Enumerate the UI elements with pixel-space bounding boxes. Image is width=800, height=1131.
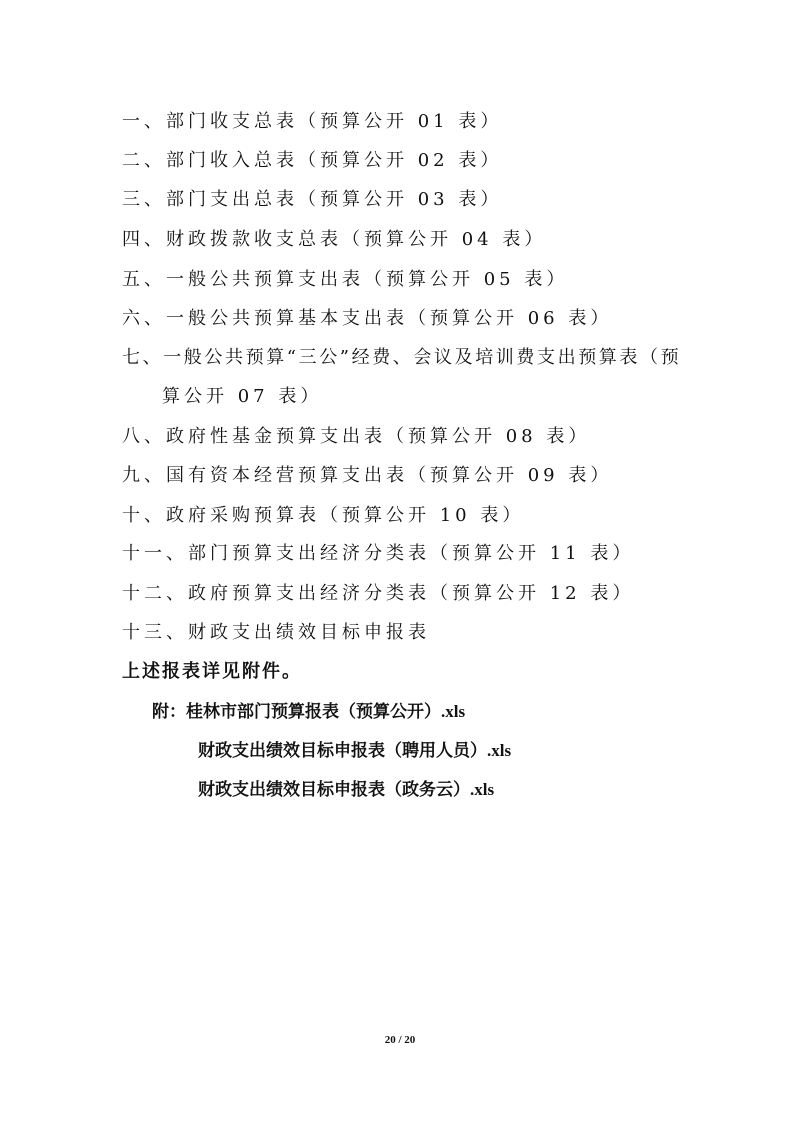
page-number: 20 / 20 bbox=[384, 1034, 416, 1046]
list-item: 六、一般公共预算基本支出表（预算公开 06 表） bbox=[122, 308, 613, 329]
list-item: 一、部门收支总表（预算公开 01 表） bbox=[122, 111, 503, 132]
list-item: 十一、部门预算支出经济分类表（预算公开 11 表） bbox=[122, 543, 635, 564]
attachment-link[interactable]: 财政支出绩效目标申报表（政务云）.xls bbox=[198, 780, 495, 800]
list-item-continuation: 算公开 07 表） bbox=[162, 386, 323, 407]
summary-text: 上述报表详见附件。 bbox=[122, 661, 302, 682]
list-item: 五、一般公共预算支出表（预算公开 05 表） bbox=[122, 269, 569, 290]
list-item: 十、政府采购预算表（预算公开 10 表） bbox=[122, 505, 525, 526]
list-item: 四、财政拨款收支总表（预算公开 04 表） bbox=[122, 229, 547, 250]
attachment-link[interactable]: 桂林市部门预算报表（预算公开）.xls bbox=[186, 702, 466, 722]
list-item: 三、部门支出总表（预算公开 03 表） bbox=[122, 189, 503, 210]
attachment-line bbox=[152, 700, 465, 724]
attachment-link[interactable]: 财政支出绩效目标申报表（聘用人员）.xls bbox=[198, 741, 512, 761]
list-item: 八、政府性基金预算支出表（预算公开 08 表） bbox=[122, 426, 591, 447]
attachment-line bbox=[198, 739, 511, 763]
list-item: 十二、政府预算支出经济分类表（预算公开 12 表） bbox=[122, 583, 635, 604]
list-item: 二、部门收入总表（预算公开 02 表） bbox=[122, 150, 503, 171]
list-item: 十三、财政支出绩效目标申报表 bbox=[122, 622, 430, 643]
list-item: 七、一般公共预算“三公”经费、会议及培训费支出预算表（预 bbox=[122, 347, 682, 368]
attachment-line bbox=[198, 778, 494, 802]
attachment-prefix: 附： bbox=[152, 702, 186, 722]
list-item: 九、国有资本经营预算支出表（预算公开 09 表） bbox=[122, 465, 613, 486]
